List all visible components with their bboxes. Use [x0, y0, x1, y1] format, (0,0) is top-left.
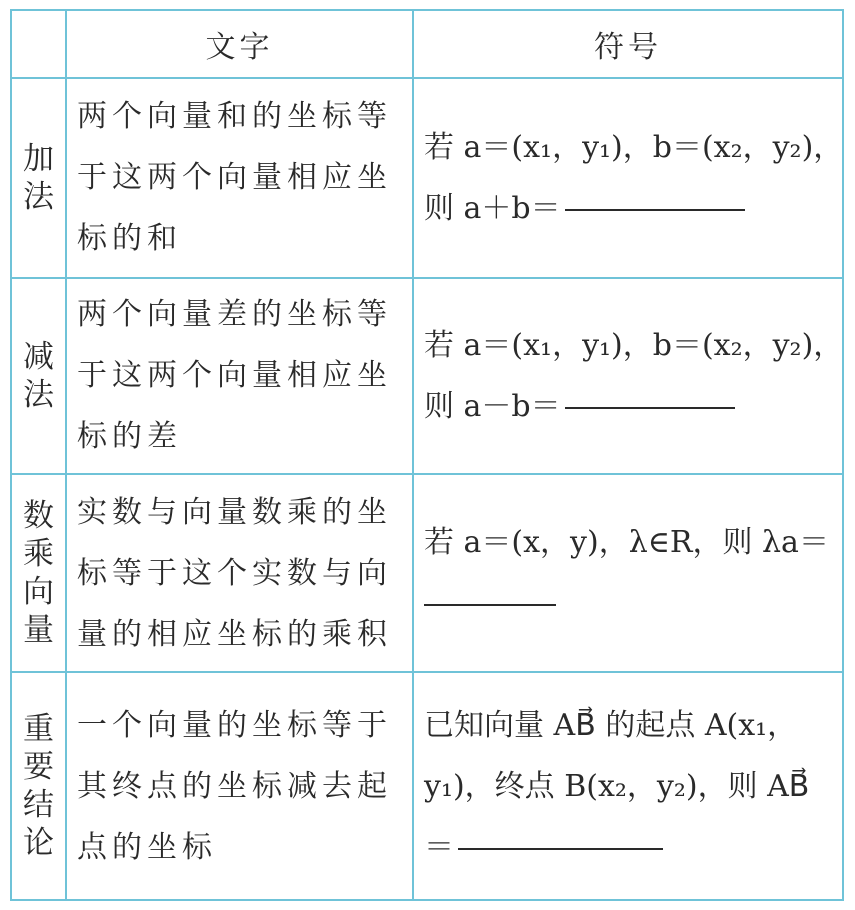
row-label: [11, 278, 66, 474]
symbol-cell: [413, 672, 843, 900]
text-cell: 实数与向量数乘的坐标等于这个实数与向量的相应坐标的乘积: [66, 474, 413, 672]
symbol-line: y₁)，终点 B(x₂，y₂)，则 AB⃗: [424, 768, 810, 804]
answer-blank: [565, 407, 735, 409]
table-row: [11, 278, 843, 474]
text-cell: 一个向量的坐标等于其终点的坐标减去起点的坐标: [66, 672, 413, 900]
symbol-line-with-blank: [424, 178, 836, 239]
table-row: [11, 474, 843, 672]
symbol-line-with-blank: [424, 817, 836, 878]
answer-blank: [458, 848, 663, 850]
symbol-line: 若 a＝(x₁，y₁)，b＝(x₂，y₂)，: [424, 327, 844, 363]
header-symbol-column: 符号: [413, 10, 843, 78]
row-label-text: 减法: [23, 338, 54, 413]
symbol-text: 则 a－b＝: [424, 388, 561, 424]
symbol-line: 若 a＝(x₁，y₁)，b＝(x₂，y₂)，: [424, 129, 844, 165]
row-label: [11, 672, 66, 900]
row-label-text: 加法: [23, 140, 54, 215]
symbol-cell: [413, 474, 843, 672]
symbol-line: 若 a＝(x，y)，λ∈R，则 λa＝: [424, 525, 829, 561]
header-text-column: 文字: [66, 10, 413, 78]
text-cell: 两个向量和的坐标等于这两个向量相应坐标的和: [66, 78, 413, 277]
table-row: [11, 672, 843, 900]
header-empty-cell: [11, 10, 66, 78]
row-label: [11, 474, 66, 672]
row-label-text: 数乘向量: [23, 498, 54, 649]
table-row: [11, 78, 843, 277]
symbol-line-with-blank: [424, 573, 836, 634]
vector-coordinate-table: [10, 9, 844, 901]
row-label: [11, 78, 66, 277]
row-label-text: 重要结论: [23, 711, 54, 862]
answer-blank: [565, 209, 745, 211]
symbol-line: 已知向量 AB⃗ 的起点 A(x₁，: [424, 707, 798, 743]
symbol-text: 则 a＋b＝: [424, 190, 561, 226]
header-row: [11, 10, 843, 78]
symbol-cell: [413, 278, 843, 474]
symbol-text: ＝: [424, 829, 454, 865]
symbol-cell: [413, 78, 843, 277]
text-cell: 两个向量差的坐标等于这两个向量相应坐标的差: [66, 278, 413, 474]
answer-blank: [424, 604, 556, 606]
symbol-line-with-blank: [424, 376, 836, 437]
